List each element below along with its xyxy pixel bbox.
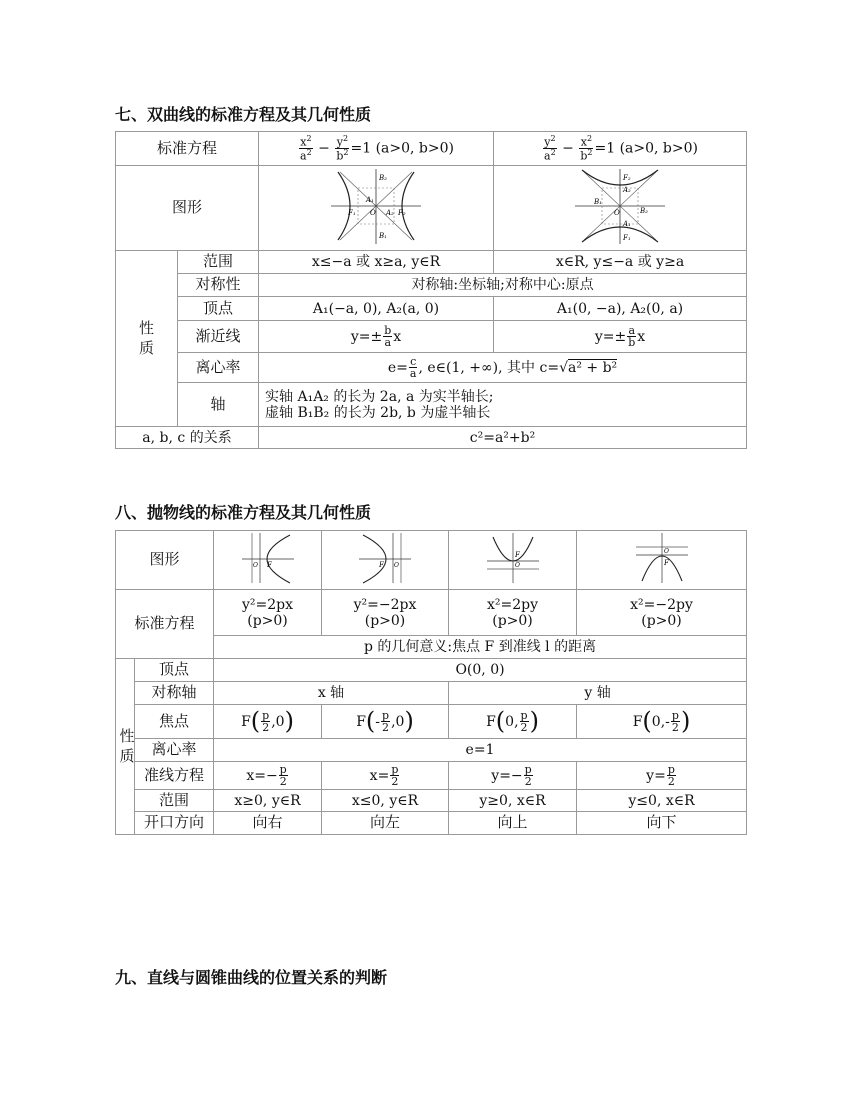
p-meaning: p 的几何意义:焦点 F 到准线 l 的距离 (214, 636, 747, 659)
vertex-2: A₁(0, −a), A₂(0, a) (494, 297, 747, 321)
parabola-std-eq-label: 标准方程 (116, 590, 214, 659)
svg-text:A₁: A₁ (623, 220, 631, 228)
parabola-sym-y: y 轴 (449, 682, 747, 705)
asymptote-1: y=± $\frac{b}{a}$ x (259, 321, 494, 353)
parabola-ecc: e=1 (214, 739, 747, 762)
hyperbola-x-figure (259, 166, 494, 251)
parabola-sym-label: 对称轴 (135, 682, 214, 705)
svg-text:F: F (514, 551, 520, 559)
parabola-table (115, 530, 747, 835)
directrix-4: y= $\frac{p}{2}$ (577, 762, 747, 790)
svg-text:B₁: B₁ (379, 232, 387, 240)
parabola-range-2: x≤0, y∈R (322, 790, 449, 812)
eccentricity: e= $\frac{c}{a}$ , e∈(1, +∞), 其中 c=√a² + b² (259, 353, 747, 383)
directrix-label: 准线方程 (135, 762, 214, 790)
directrix-3: y=− $\frac{p}{2}$ (449, 762, 577, 790)
parabola-right-figure (214, 531, 322, 590)
svg-text:F₁: F₁ (623, 234, 631, 242)
svg-text:O: O (663, 548, 669, 555)
svg-text:O: O (514, 562, 520, 569)
asymptote-label: 渐近线 (178, 321, 259, 353)
parabola-eq-2: y²=−2px (p>0) (322, 590, 449, 636)
directrix-1: x=− $\frac{p}{2}$ (214, 762, 322, 790)
vertex-1: A₁(−a, 0), A₂(a, 0) (259, 297, 494, 321)
svg-text:B₂: B₂ (379, 174, 387, 182)
axis-line2: 虚轴 B₁B₂ 的长为 2b, b 为虚半轴长 (265, 404, 491, 421)
vertex-label: 顶点 (178, 297, 259, 321)
hyperbola-eq-x: $\frac{x^2}{a^2}$ − $\frac{y^2}{b^2}$ =1 (a>0, b>0) (259, 132, 494, 166)
svg-text:A₁: A₁ (366, 196, 374, 204)
props-label: 性质 (116, 251, 178, 427)
svg-text:O: O (370, 209, 376, 217)
section9-title: 九、直线与圆锥曲线的位置关系的判断 (115, 968, 388, 987)
parabola-left-figure (322, 531, 449, 590)
svg-text:F: F (266, 561, 272, 569)
focus-2: F(- $\frac{p}{2}$ ,0) (322, 705, 449, 739)
parabola-sym-x: x 轴 (214, 682, 449, 705)
parabola-figure-label: 图形 (116, 531, 214, 590)
svg-text:O: O (614, 209, 620, 217)
svg-text:O: O (252, 562, 258, 569)
svg-text:F₂: F₂ (623, 174, 631, 182)
parabola-vertex: O(0, 0) (214, 659, 747, 682)
parabola-range-1: x≥0, y∈R (214, 790, 322, 812)
open-2: 向左 (322, 812, 449, 835)
eccentricity-label: 离心率 (178, 353, 259, 383)
axis-desc (259, 383, 747, 427)
std-eq-label: 标准方程 (116, 132, 259, 166)
svg-text:B₁: B₁ (594, 198, 602, 206)
figure-label: 图形 (116, 166, 259, 251)
axis-label: 轴 (178, 383, 259, 427)
range-1: x≤−a 或 x≥a, y∈R (259, 251, 494, 274)
svg-text:F₂: F₂ (398, 209, 406, 217)
parabola-range-label: 范围 (135, 790, 214, 812)
open-4: 向下 (577, 812, 747, 835)
open-label: 开口方向 (135, 812, 214, 835)
parabola-vertex-label: 顶点 (135, 659, 214, 682)
parabola-focus-label: 焦点 (135, 705, 214, 739)
symmetry-label: 对称性 (178, 274, 259, 297)
range-label: 范围 (178, 251, 259, 274)
svg-text:B₂: B₂ (640, 207, 648, 215)
asymptote-2: y=± $\frac{a}{b}$ x (494, 321, 747, 353)
axis-line1: 实轴 A₁A₂ 的长为 2a, a 为实半轴长; (265, 388, 494, 405)
parabola-up-figure (449, 531, 577, 590)
parabola-down-figure (577, 531, 747, 590)
parabola-eq-3: x²=2py (p>0) (449, 590, 577, 636)
parabola-ecc-label: 离心率 (135, 739, 214, 762)
abc-label: a, b, c 的关系 (116, 427, 259, 449)
svg-text:F₁: F₁ (348, 209, 356, 217)
focus-1: F( $\frac{p}{2}$ ,0) (214, 705, 322, 739)
hyperbola-table (115, 131, 747, 449)
symmetry: 对称轴:坐标轴;对称中心:原点 (259, 274, 747, 297)
parabola-range-3: y≥0, x∈R (449, 790, 577, 812)
directrix-2: x= $\frac{p}{2}$ (322, 762, 449, 790)
section8-title: 八、抛物线的标准方程及其几何性质 (115, 503, 372, 522)
parabola-props-label: 性质 (116, 659, 135, 835)
svg-text:F: F (663, 559, 669, 567)
svg-text:F: F (379, 561, 384, 569)
parabola-range-4: y≤0, x∈R (577, 790, 747, 812)
svg-text:A₂: A₂ (386, 209, 394, 217)
hyperbola-eq-y: $\frac{y^2}{a^2}$ − $\frac{x^2}{b^2}$ =1 (a>0, b>0) (494, 132, 747, 166)
hyperbola-y-figure (494, 166, 747, 251)
focus-4: F(0,- $\frac{p}{2}$ ) (577, 705, 747, 739)
parabola-eq-4: x²=−2py (p>0) (577, 590, 747, 636)
svg-text:O: O (394, 562, 399, 569)
svg-text:A₂: A₂ (623, 186, 631, 194)
open-1: 向右 (214, 812, 322, 835)
range-2: x∈R, y≤−a 或 y≥a (494, 251, 747, 274)
section7-title: 七、双曲线的标准方程及其几何性质 (115, 105, 372, 124)
parabola-eq-1: y²=2px (p>0) (214, 590, 322, 636)
abc-relation: c²=a²+b² (259, 427, 747, 449)
open-3: 向上 (449, 812, 577, 835)
focus-3: F(0, $\frac{p}{2}$ ) (449, 705, 577, 739)
